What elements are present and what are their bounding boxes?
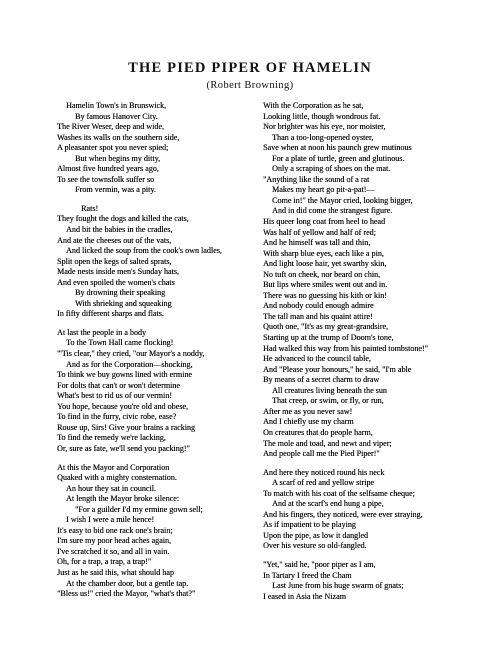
- poem-line: In Tartary I freed the Cham: [263, 570, 352, 580]
- poem-author: (Robert Browning): [206, 80, 294, 91]
- stanza: [263, 468, 485, 552]
- poem-line: At length the Mayor broke silence:: [66, 494, 180, 504]
- poem-line: A pleasanter spot you never spied;: [57, 143, 169, 153]
- poem-line: That creep, or swim, or fly, or run,: [272, 396, 384, 406]
- poem-line: On creatures that do people harm,: [263, 427, 373, 437]
- poem-line: To match with his coat of the selfsame cheque;: [263, 488, 415, 498]
- poem-line: Over his vesture so old-fangled.: [263, 541, 367, 551]
- poem-line: "'Tis clear," they cried, "our Mayor's a noddy,: [57, 349, 205, 359]
- poem-line: Or, sure as fate, we'll send you packing!": [57, 443, 190, 453]
- poem-line: You hope, because you're old and obese,: [57, 401, 189, 411]
- poem-line: "Bless us!" cried the Mayor, "what's that?": [57, 589, 196, 599]
- poem-line: By famous Hanover City.: [75, 111, 158, 121]
- stanza: [57, 328, 261, 455]
- poem-line: At last the people in a body: [57, 327, 147, 337]
- poem-line: Rouse up, Sirs! Give your brains a racking: [57, 422, 196, 432]
- poem-line: I wish I were a mile hence!: [66, 515, 155, 525]
- poem-line: To find the remedy we're lacking,: [57, 433, 166, 443]
- stanza: [263, 560, 485, 602]
- poem-line: Oh, for a trap, a trap, a trap!": [57, 557, 152, 567]
- poem-line: As if impatient to be playing: [263, 520, 356, 530]
- poem-line: "Anything like the sound of a rat: [263, 174, 370, 184]
- poem-line: And he himself was tall and thin,: [263, 238, 371, 248]
- poem-line: No tuft on cheek, nor beard on chin,: [263, 269, 381, 279]
- poem-line: Looking little, though wondrous fat.: [263, 111, 381, 121]
- poem-line: Come in!" the Mayor cried, looking bigger,: [272, 195, 413, 205]
- poem-title: THE PIED PIPER OF HAMELIN: [128, 60, 372, 76]
- poem-line: And at the scarf's end hung a pipe,: [272, 499, 384, 509]
- poem-line: Than a too-long-opened oyster,: [272, 132, 374, 142]
- poem-line: Quoth one, "It's as my great-grandsire,: [263, 322, 389, 332]
- poem-line: By drowning their speaking: [75, 288, 166, 298]
- stanza: [57, 101, 261, 196]
- poem-line: His queer long coat from heel to head: [263, 217, 386, 227]
- poem-line: And "Please your honours," he said, "I'm able: [263, 364, 412, 374]
- poem-line: To think we buy gowns lined with ermine: [57, 370, 192, 380]
- poem-line: Nor brighter was his eye, nor moister,: [263, 122, 386, 132]
- poem-line: Rats!: [81, 203, 99, 213]
- poem-line: The mole and toad, and newt and viper;: [263, 438, 392, 448]
- stanza: [57, 204, 261, 320]
- poem-line: From vermin, was a pity.: [75, 185, 156, 195]
- poem-line: Makes my heart go pit-a-pat!—: [272, 185, 375, 195]
- poem-line: An hour they sat in council.: [66, 483, 156, 493]
- poem-line: Washes its walls on the southern side,: [57, 132, 180, 142]
- poem-line: For dolts that can't or won't determine: [57, 380, 180, 390]
- poem-line: And ate the cheeses out of the vats,: [57, 235, 172, 245]
- poem-line: But when begins my ditty,: [75, 153, 161, 163]
- stanza: [57, 463, 261, 600]
- poem-line: To see the townsfolk suffer so: [57, 174, 155, 184]
- poem-line: At the chamber door, but a gentle tap.: [66, 578, 189, 588]
- poem-line: With the Corporation as he sat,: [263, 101, 364, 110]
- poem-line: He advanced to the council table,: [263, 354, 371, 364]
- poem-line: I've scratched it so, and all in vain.: [57, 546, 170, 556]
- poem-line: Was half of yellow and half of red;: [263, 227, 376, 237]
- poem-line: And licked the soup from the cook's own ladles,: [66, 246, 222, 256]
- poem-line: Only a scraping of shoes on the mat.: [272, 164, 391, 174]
- poem-line: I'm sure my poor head aches again,: [57, 536, 172, 546]
- poem-line: And I chiefly use my charm: [263, 417, 354, 427]
- poem-line: Save when at noon his paunch grew mutinous: [263, 143, 412, 153]
- poem-line: And his fingers, they noticed, were ever straying,: [263, 509, 423, 519]
- poem-line: Last June from his huge swarm of gnats;: [272, 581, 404, 591]
- stanza: [263, 101, 485, 460]
- poem-line: Hamelin Town's in Brunswick,: [66, 101, 167, 110]
- poem-line: The tall man and his quaint attire!: [263, 311, 373, 321]
- poem-line: Quaked with a mighty consternation.: [57, 473, 177, 483]
- poem-line: And in did come the strangest figure.: [272, 206, 393, 216]
- poem-line: And bit the babies in the cradles,: [66, 225, 173, 235]
- poem-line: With sharp blue eyes, each like a pin,: [263, 248, 384, 258]
- poem-line: And light loose hair, yet swarthy skin,: [263, 259, 387, 269]
- poem-line: "Yet," said he, "poor piper as I am,: [263, 559, 376, 569]
- poem-line: And here they noticed round his neck: [263, 467, 385, 477]
- poem-line: To find in the furry, civic robe, ease?: [57, 412, 177, 422]
- poem-line: Split open the kegs of salted sprats,: [57, 256, 172, 266]
- poem-line: To the Town Hall came flocking!: [66, 338, 174, 348]
- poem-line: The River Weser, deep and wide,: [57, 122, 164, 132]
- poem-line: It's easy to bid one rack one's brain;: [57, 525, 173, 535]
- poem-line: There was no guessing his kith or kin!: [263, 290, 387, 300]
- poem-line: "For a guilder I'd my ermine gown sell;: [75, 504, 203, 514]
- poem-line: For a plate of turtle, green and glutinous.: [272, 153, 405, 163]
- poem-line: Starting up at the trump of Doom's tone,: [263, 333, 394, 343]
- poem-line: And even spoiled the women's chats: [57, 277, 175, 287]
- poem-line: After me as you never saw!: [263, 406, 353, 416]
- poem-line: All creatures living beneath the sun: [272, 385, 387, 395]
- poem-line: Upon the pipe, as low it dangled: [263, 530, 368, 540]
- poem-line: And nobody could enough admire: [263, 301, 374, 311]
- poem-line: But lips where smiles went out and in.: [263, 280, 388, 290]
- poem-line: They fought the dogs and killed the cats,: [57, 214, 189, 224]
- poem-line: With shrieking and squeaking: [75, 298, 172, 308]
- poem-line: And as for the Corporation—shocking,: [66, 359, 193, 369]
- poem-line: At this the Mayor and Corporation: [57, 462, 170, 472]
- poem-line: By means of a secret charm to draw: [263, 375, 380, 385]
- poem-line: Almost five hundred years ago,: [57, 164, 159, 174]
- poem-line: Just as he said this, what should hap: [57, 567, 174, 577]
- poem-line: I eased in Asia the Nizam: [263, 591, 346, 601]
- poem-line: Had walked this way from his painted tombstone!": [263, 343, 428, 353]
- poem-line: What's best to rid us of our vermin!: [57, 391, 172, 401]
- poem-line: A scarf of red and yellow stripe: [272, 478, 375, 488]
- poem-line: In fifty different sharps and flats.: [57, 309, 164, 319]
- poem-line: Made nests inside men's Sunday hats,: [57, 267, 179, 277]
- poem-column-left: [57, 101, 261, 608]
- poem-column-right: [263, 101, 485, 610]
- poem-line: And people call me the Pied Piper!": [263, 449, 380, 459]
